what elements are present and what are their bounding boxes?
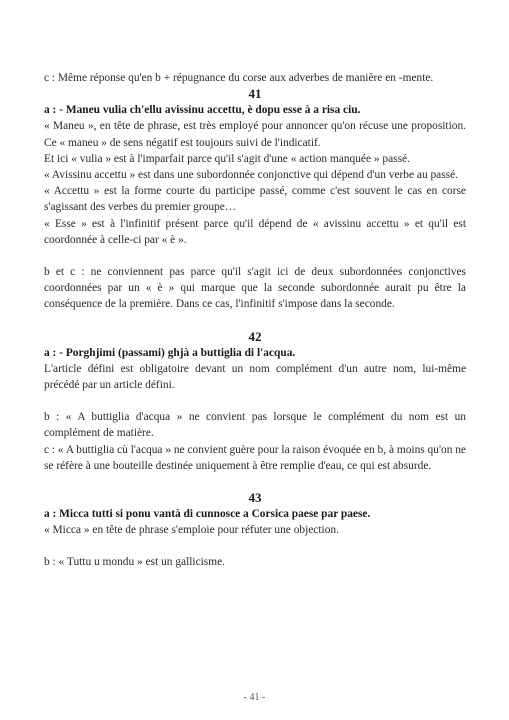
- q43-option-b: b : « Tuttu u mondu » est un gallicisme.: [44, 556, 225, 569]
- q41-paragraph: Et ici « vulia » est à l'imparfait parce qu'il s'agit d'une « action manquée » passé.: [44, 152, 410, 165]
- q41-paragraph: « Maneu », en tête de phrase, est très employé pour annoncer qu'on récuse une proposition. Ce « maneu » de sens négatif est toujours suivi de l'indicatif.: [44, 120, 466, 149]
- answer-42: a : - Porghjimi (passami) ghjà a buttiglia di l'acqua.: [44, 346, 296, 359]
- intro-line: c : Même réponse qu'en b + répugnance du corse aux adverbes de manière en -mente.: [44, 72, 434, 84]
- q42-option-b: b : « A buttiglia d'acqua » ne convient pas lorsque le complément du nom est un complément de matière.: [44, 411, 466, 440]
- page-number: - 41 -: [243, 692, 266, 703]
- question-number-43: 43: [248, 490, 262, 506]
- answer-43: a : Micca tutti si ponu vantà di cunnosce a Corsica paese par paese.: [44, 508, 371, 521]
- q41-paragraph: « Accettu » est la forme courte du participe passé, comme c'est souvent le cas en corse s'agissant des verbes du premier groupe…: [44, 185, 466, 214]
- q43-paragraph: « Micca » en tête de phrase s'emploie pour réfuter une objection.: [44, 524, 339, 537]
- page-content: [44, 70, 466, 571]
- question-number-42: 42: [248, 328, 262, 344]
- q42-paragraph: L'article défini est obligatoire devant un nom complément d'un autre nom, lui-même précédé par un article défini.: [44, 362, 466, 392]
- q42-option-c: c : « A buttiglia cù l'acqua » ne convient guère pour la raison évoquée en b, à moins qu'on ne se réfère à une bouteille destinée uniquement à être remplie d'eau, ce qui est absurde.: [44, 443, 466, 472]
- q41-paragraph: « Esse » est à l'infinitif présent parce qu'il dépend de « avissinu accettu » et qu'il est coordonnée à celle-ci par « è ».: [44, 217, 466, 246]
- question-number-41: 41: [248, 86, 262, 102]
- q41-paragraph: « Avissinu accettu » est dans une subordonnée conjonctive qui dépend d'un verbe au passé.: [44, 169, 459, 182]
- answer-41: a : - Maneu vulia ch'ellu avissinu accettu, è dopu esse à a risa ciu.: [44, 104, 361, 117]
- q41-note: b et c : ne conviennent pas parce qu'il s'agit ici de deux subordonnées conjonctives coordonnées par un « è » qui marque que la seconde subordonnée aurait pu être la conséquence de la première. Dans ce cas, l'infinitif s'impose dans la seconde.: [44, 266, 466, 311]
